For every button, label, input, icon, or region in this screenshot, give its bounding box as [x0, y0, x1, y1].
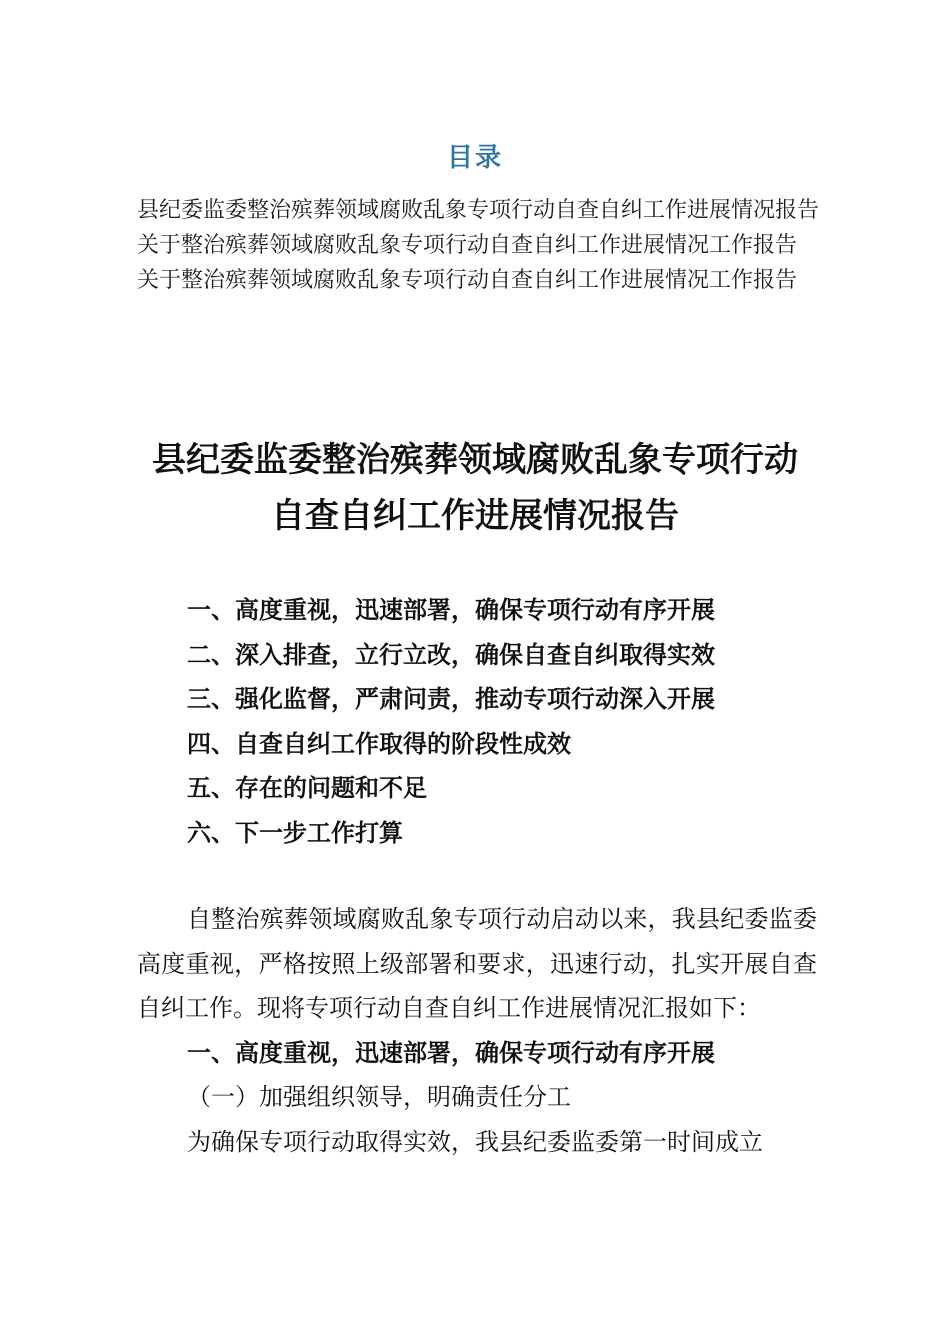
- outline-item: 四、自查自纠工作取得的阶段性成效: [187, 729, 571, 758]
- outline-item: 六、下一步工作打算: [187, 818, 403, 847]
- section-heading: 一、高度重视，迅速部署，确保专项行动有序开展: [187, 1038, 715, 1067]
- toc-item[interactable]: 县纪委监委整治殡葬领域腐败乱象专项行动自查自纠工作进展情况报告: [137, 198, 820, 223]
- intro-paragraph: 自整治殡葬领域腐败乱象专项行动启动以来，我县纪委监委高度重视，严格按照上级部署和要求，迅速行动，扎实开展自查自纠工作。现将专项行动自查自纠工作进展情况汇报如下：: [137, 905, 817, 1022]
- toc-title: 目录: [446, 143, 503, 173]
- document-body: [137, 897, 817, 1164]
- subsection-heading: （一）加强组织领导，明确责任分工: [187, 1083, 571, 1111]
- document-title-line-1: 县纪委监委整治殡葬领域腐败乱象专项行动: [152, 440, 798, 480]
- toc-list: [137, 195, 827, 300]
- body-paragraph: 为确保专项行动取得实效，我县纪委监委第一时间成立: [187, 1127, 763, 1156]
- document-title: [110, 432, 840, 544]
- outline-item: 二、深入排查，立行立改，确保自查自纠取得实效: [187, 640, 715, 669]
- outline-item: 五、存在的问题和不足: [187, 774, 427, 802]
- section-outline: [187, 588, 827, 855]
- outline-item: 一、高度重视，迅速部署，确保专项行动有序开展: [187, 596, 715, 624]
- toc-item[interactable]: 关于整治殡葬领域腐败乱象专项行动自查自纠工作进展情况工作报告: [137, 233, 798, 258]
- document-title-line-2: 自查自纠工作进展情况报告: [271, 496, 679, 536]
- outline-item: 三、强化监督，严肃问责，推动专项行动深入开展: [187, 685, 715, 713]
- toc-item[interactable]: 关于整治殡葬领域腐败乱象专项行动自查自纠工作进展情况工作报告: [137, 268, 798, 293]
